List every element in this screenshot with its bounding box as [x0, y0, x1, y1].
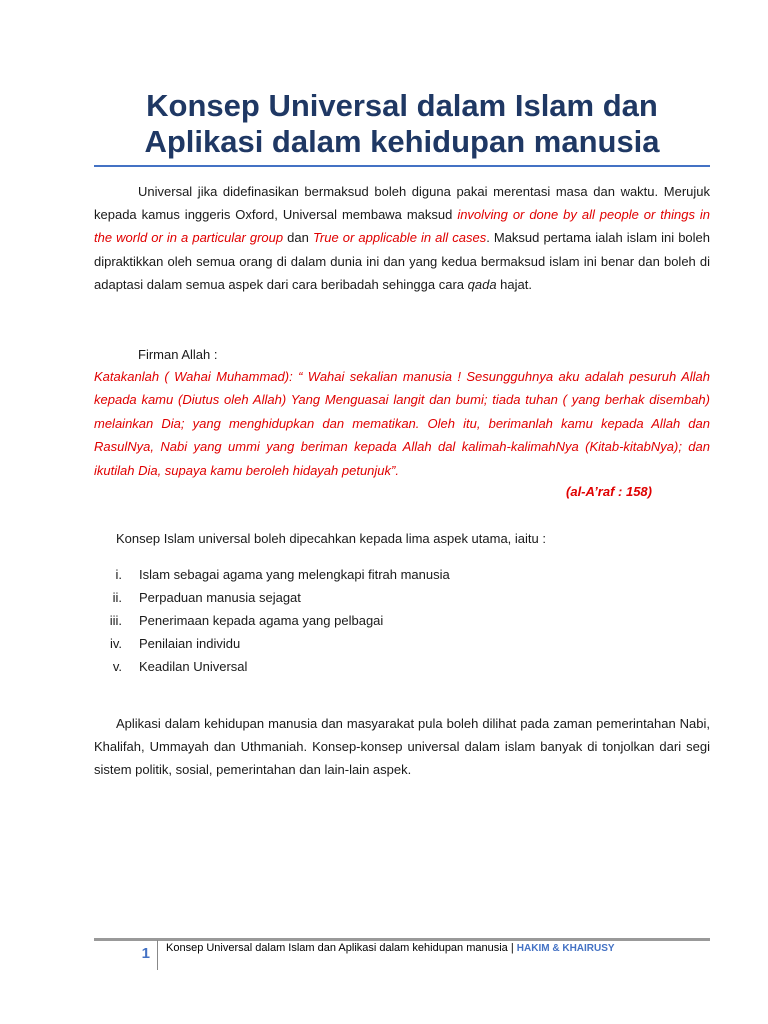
qada-word: qada — [467, 276, 497, 292]
list-number: iv. — [109, 636, 122, 651]
list-text: Perpaduan manusia sejagat — [139, 590, 301, 605]
aspect-list — [94, 563, 710, 678]
footer-separator: | — [510, 942, 514, 954]
list-item — [94, 632, 710, 655]
konsep-intro: Konsep Islam universal boleh dipecahkan kepada lima aspek utama, iaitu : — [116, 531, 546, 546]
list-item — [94, 655, 710, 678]
quran-verse: Katakanlah ( Wahai Muhammad): “ Wahai sekalian manusia ! Sesungguhnya aku adalah pesuruh Allah kepada kamu (Diutus oleh Allah) Yang Menguasai langit dan bumi; tiada tuhan ( yang berhak disembah) melainkan Dia; yang menghidupkan dan mematikan. Oleh itu, berimanlah kamu kepada Allah dan RasulNya, Nabi yang ummi yang beriman kepada Allah dal kalimah-kalimahNya (Kitab-kitabNya); dan ikutilah Dia, supaya kamu beroleh hidayah petunjuk”. — [94, 369, 710, 478]
para1-text-1: Universal jika didefinasikan bermaksud boleh diguna pakai merentasi masa dan waktu. Merujuk kepada kamus inggeris Oxford, Universal membawa maksud — [94, 184, 710, 223]
firman-label: Firman Allah : — [138, 347, 218, 362]
paragraph-definition — [94, 180, 710, 296]
page-number: 1 — [141, 945, 150, 962]
list-item — [94, 609, 710, 632]
footer-vertical-divider — [157, 940, 158, 970]
list-text: Islam sebagai agama yang melengkapi fitrah manusia — [139, 567, 450, 582]
list-item — [94, 586, 710, 609]
list-text: Keadilan Universal — [139, 659, 248, 674]
list-item — [94, 563, 710, 586]
running-footer — [166, 940, 615, 957]
para1-text-4: hajat. — [496, 276, 532, 292]
verse-reference: (al-A’raf : 158) — [566, 484, 652, 499]
list-number: v. — [112, 659, 122, 674]
footer-authors: HAKIM & KHAIRUSY — [516, 943, 615, 954]
title-underline — [94, 165, 710, 167]
title-line-1: Konsep Universal dalam Islam dan — [146, 88, 658, 123]
list-text: Penerimaan kepada agama yang pelbagai — [139, 613, 384, 628]
page-title — [94, 88, 710, 160]
list-number: iii. — [109, 613, 122, 628]
para1-text-3: . Maksud pertama ialah islam ini boleh dipraktikkan oleh semua orang di dalam dunia ini dan yang kedua bermaksud islam ini benar dan boleh di adaptasi dalam semua aspek dari cara beribadah sehingga cara — [94, 230, 711, 292]
list-text: Penilaian individu — [139, 636, 241, 651]
oxford-quote-1: involving or done by all people or things in the world or in a particular group — [94, 207, 710, 246]
para1-text-2: dan — [283, 230, 313, 246]
paragraph-application — [94, 712, 710, 782]
para3-text: Aplikasi dalam kehidupan manusia dan masyarakat pula boleh dilihat pada zaman pemerintahan Nabi, Khalifah, Ummayah dan Uthmaniah. Konsep-konsep universal dalam islam banyak di tonjolkan dari segi sistem politik, sosial, pemerintahan dan lain-lain aspek. — [94, 716, 710, 778]
title-line-2: Aplikasi dalam kehidupan manusia — [144, 124, 660, 159]
list-number: i. — [115, 567, 122, 582]
list-number: ii. — [112, 590, 122, 605]
footer-title: Konsep Universal dalam Islam dan Aplikasi dalam kehidupan manusia — [166, 942, 508, 954]
oxford-quote-2: True or applicable in all cases — [312, 230, 487, 246]
